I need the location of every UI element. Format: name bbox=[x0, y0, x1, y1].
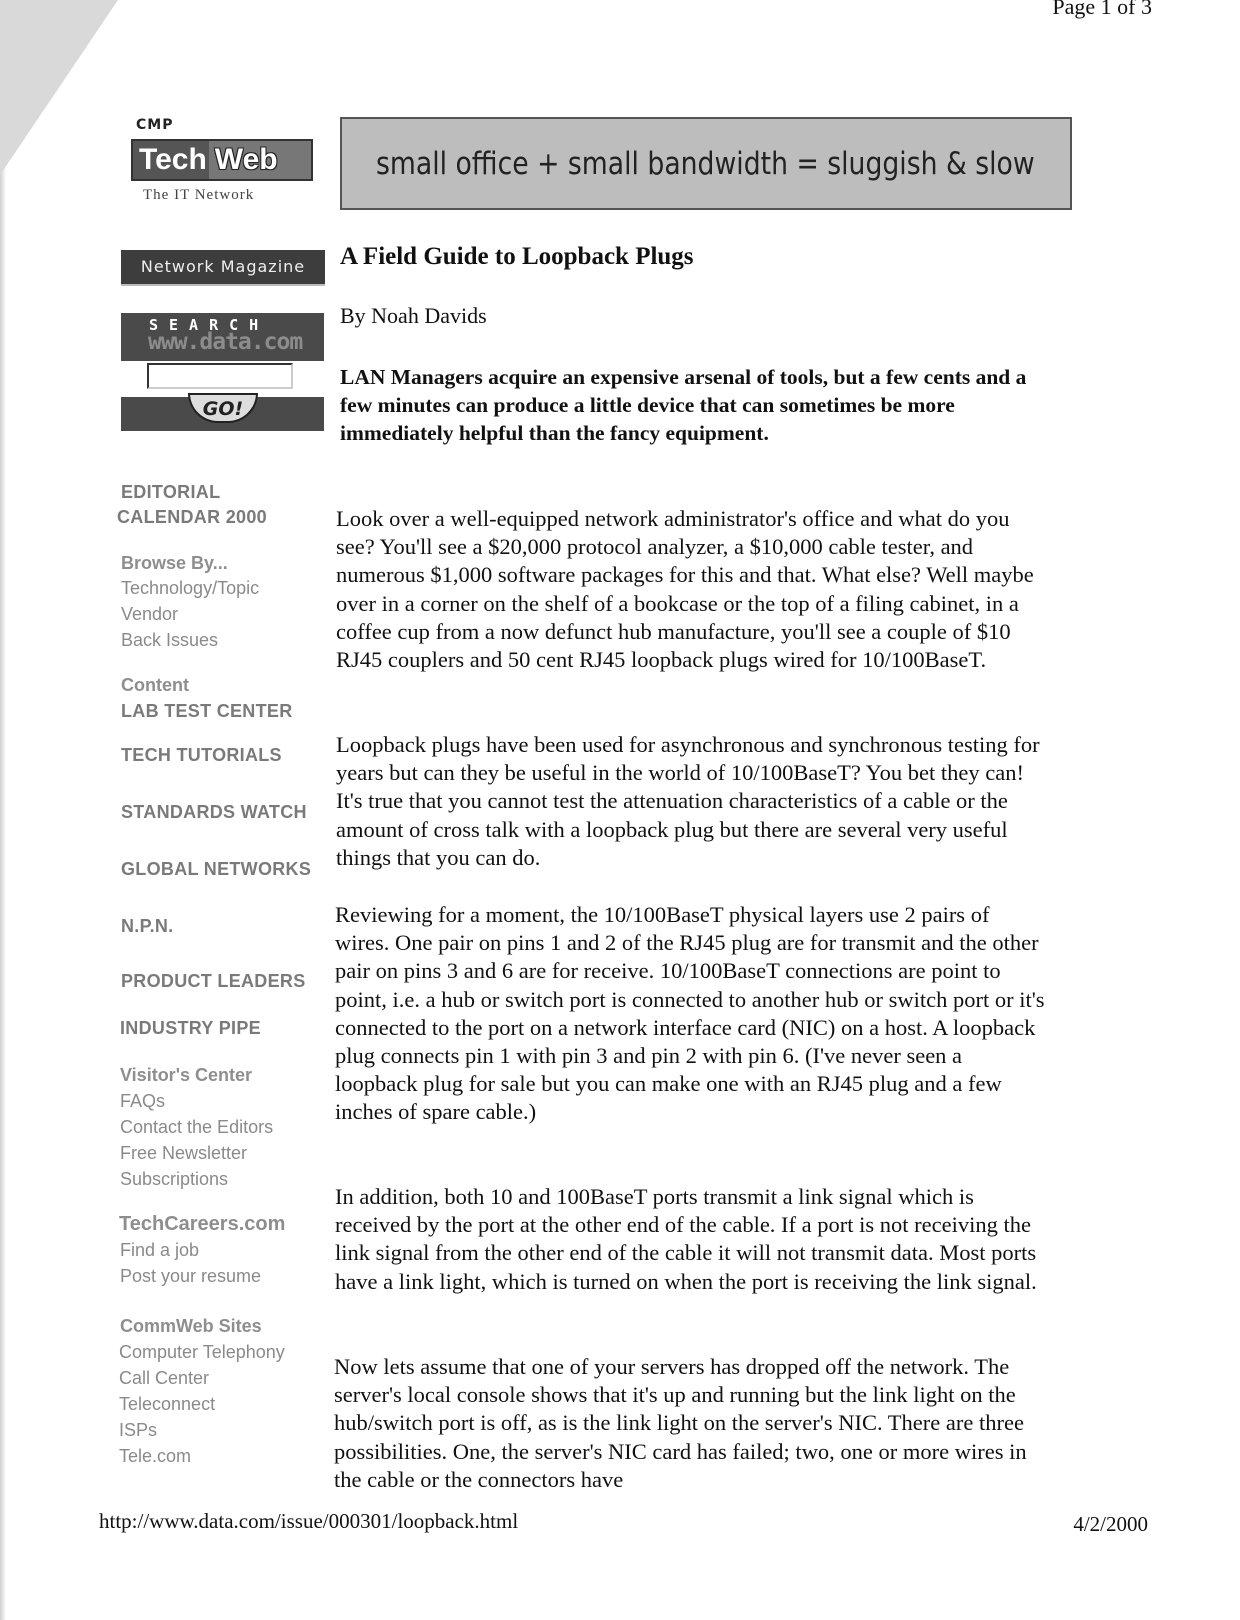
search-input[interactable] bbox=[147, 363, 293, 389]
techweb-wordmark bbox=[131, 139, 313, 181]
search-header bbox=[121, 313, 324, 361]
editorial-link-line2[interactable]: CALENDAR 2000 bbox=[117, 507, 267, 527]
nav-link-back-issues[interactable]: Back Issues bbox=[121, 630, 219, 650]
article-paragraph: Reviewing for a moment, the 10/100BaseT physical layers use 2 pairs of wires. One pair on pins 1 and 2 of the RJ45 plug are for transmit and the other pair on pins 3 and 6 are for receive. 10/100BaseT connections are point to point, i.e. a hub or switch port is connected to another hub or switch port or it's connected to the port on a network interface card (NIC) on a host. A loopback plug connects pin 1 with pin 3 and pin 2 with pin 6. (I've never seen a loopback plug for sale but you can make one with an RJ45 plug and a few inches of spare cable.) bbox=[335, 902, 1045, 1125]
ad-banner[interactable] bbox=[340, 117, 1072, 210]
content-heading: Content bbox=[121, 675, 189, 695]
cmp-logo-text: CMP bbox=[136, 117, 174, 133]
logo-tagline: The IT Network bbox=[143, 187, 255, 203]
nav-link-computer-telephony[interactable]: Computer Telephony bbox=[119, 1342, 285, 1362]
nav-link-lab-test[interactable]: LAB TEST CENTER bbox=[121, 701, 293, 721]
nav-link-vendor[interactable]: Vendor bbox=[121, 604, 179, 624]
nav-link-contact-editors[interactable]: Contact the Editors bbox=[120, 1117, 274, 1137]
careers-heading[interactable]: TechCareers.com bbox=[119, 1213, 286, 1235]
nav-link-tech-tutorials[interactable]: TECH TUTORIALS bbox=[121, 745, 282, 765]
nav-link-find-job[interactable]: Find a job bbox=[120, 1240, 200, 1260]
article-paragraph: Look over a well-equipped network administrator's office and what do you see? You'll see a $20,000 protocol analyzer, a $10,000 cable tester, and numerous $1,000 software packages for this and that. What else? Well maybe over in a corner on the shelf of a bookcase or the top of a filing cabinet, in a coffee cup from a now defunct hub manufacture, you'll see a couple of $10 RJ45 couplers and 50 cent RJ45 loopback plugs wired for 10/100BaseT. bbox=[336, 506, 1034, 673]
techweb-logo[interactable] bbox=[131, 117, 311, 212]
search-label: SEARCH bbox=[149, 316, 270, 334]
nav-link-product-leaders[interactable]: PRODUCT LEADERS bbox=[121, 971, 306, 991]
visitors-heading: Visitor's Center bbox=[120, 1065, 252, 1085]
article-title: A Field Guide to Loopback Plugs bbox=[340, 243, 694, 270]
nav-link-isps[interactable]: ISPs bbox=[119, 1420, 158, 1440]
scan-edge-shadow bbox=[0, 0, 6, 1620]
search-box bbox=[121, 313, 324, 431]
go-button[interactable]: GO! bbox=[188, 393, 258, 423]
nav-link-npn[interactable]: N.P.N. bbox=[121, 916, 174, 936]
footer-date: 4/2/2000 bbox=[1073, 1512, 1148, 1536]
nav-link-subscriptions[interactable]: Subscriptions bbox=[120, 1169, 229, 1189]
go-button-bar bbox=[121, 397, 324, 431]
nav-link-standards-watch[interactable]: STANDARDS WATCH bbox=[121, 802, 307, 822]
article-lead: LAN Managers acquire an expensive arsenal of tools, but a few cents and a few minutes can produce a little device that can sometimes be more immediately helpful than the fancy equipment. bbox=[340, 365, 1027, 445]
logo-web: Web bbox=[209, 141, 311, 179]
ad-banner-text: small office + small bandwidth = sluggish & slow bbox=[376, 145, 1035, 182]
commweb-heading: CommWeb Sites bbox=[120, 1316, 262, 1336]
nav-link-post-resume[interactable]: Post your resume bbox=[120, 1266, 262, 1286]
article-paragraph: In addition, both 10 and 100BaseT ports transmit a link signal which is received by the port at the other end of the cable. If a port is not receiving the link signal from the other end of the cable it will not transmit data. Most ports have a link light, which is turned on when the port is receiving the link signal. bbox=[335, 1184, 1037, 1294]
nav-link-global-networks[interactable]: GLOBAL NETWORKS bbox=[121, 859, 312, 879]
browse-heading: Browse By... bbox=[121, 553, 228, 573]
nav-link-tele-com[interactable]: Tele.com bbox=[119, 1446, 192, 1466]
article-paragraph: Loopback plugs have been used for asynchronous and synchronous testing for years but can they be useful in the world of 10/100BaseT? You bet they can! It's true that you cannot test the attenuation characteristics of a cable or the amount of cross talk with a loopback plug but there are several very useful things that you can do. bbox=[336, 732, 1040, 870]
editorial-link-line1[interactable]: EDITORIAL bbox=[121, 482, 221, 502]
footer-url: http://www.data.com/issue/000301/loopback.html bbox=[99, 1509, 519, 1533]
article-byline: By Noah Davids bbox=[340, 303, 487, 328]
article-paragraph: Now lets assume that one of your servers has dropped off the network. The server's local console shows that it's up and running but the link light on the hub/switch port is off, as is the link light on the server's NIC. There are three possibilities. One, the server's NIC card has failed; two, one or more wires in the cable or the connectors have bbox=[334, 1354, 1027, 1492]
nav-link-industry-pipe[interactable]: INDUSTRY PIPE bbox=[120, 1018, 261, 1038]
logo-tech: Tech bbox=[133, 141, 209, 179]
search-url-watermark: www.data.com bbox=[148, 329, 303, 355]
nav-link-teleconnect[interactable]: Teleconnect bbox=[119, 1394, 216, 1414]
nav-link-technology[interactable]: Technology/Topic bbox=[121, 578, 260, 598]
nav-link-call-center[interactable]: Call Center bbox=[119, 1368, 210, 1388]
network-magazine-button[interactable]: Network Magazine bbox=[121, 250, 325, 286]
nav-link-newsletter[interactable]: Free Newsletter bbox=[120, 1143, 248, 1163]
page-number: Page 1 of 3 bbox=[1052, 0, 1152, 19]
folded-corner bbox=[0, 0, 118, 175]
nav-link-faqs[interactable]: FAQs bbox=[120, 1091, 166, 1111]
